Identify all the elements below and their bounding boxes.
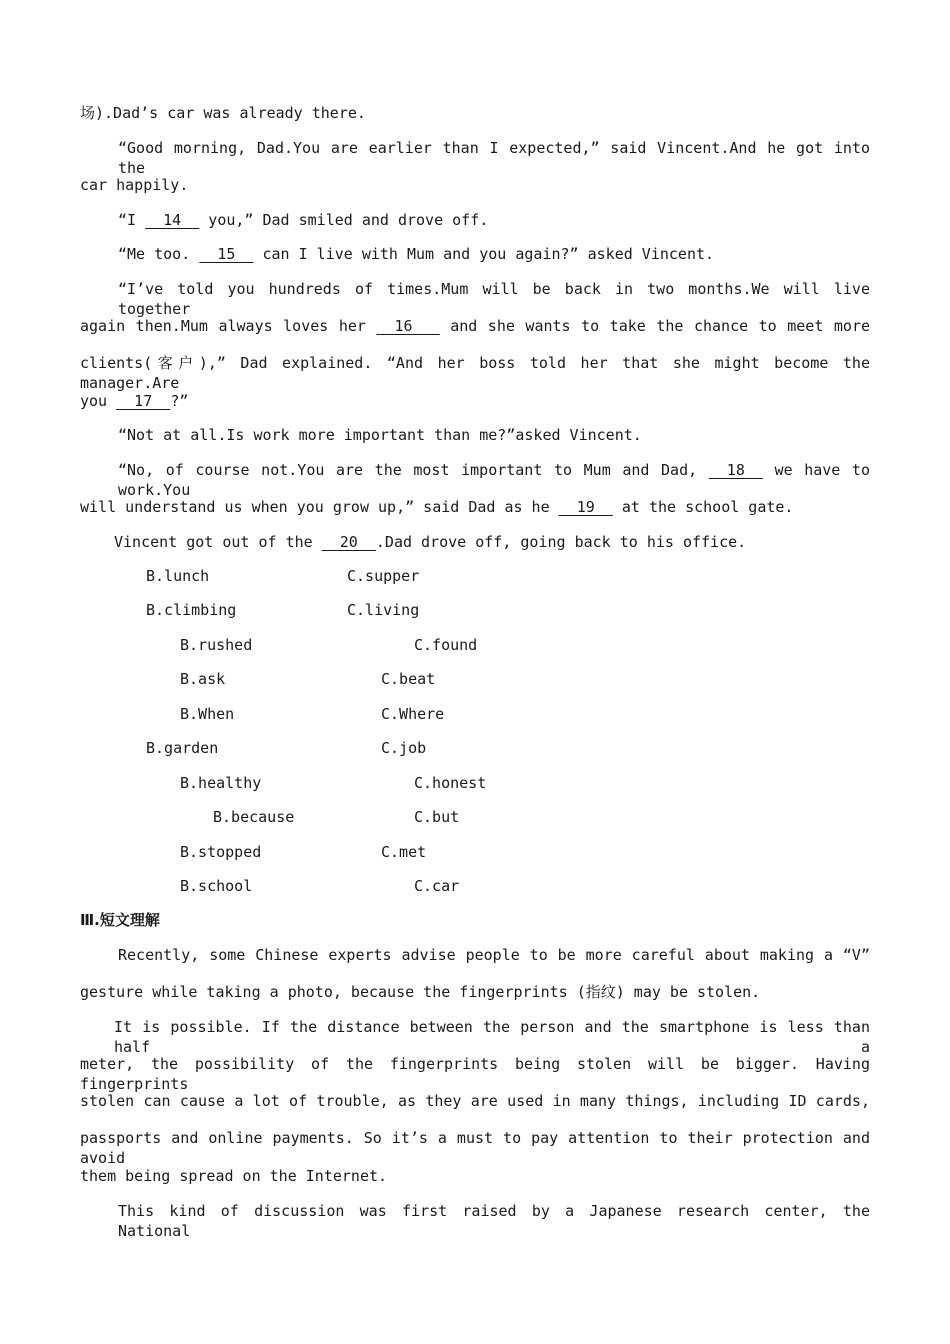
story-line-10: “Not at all.Is work more important than me?”asked Vincent.: [118, 426, 642, 444]
option-c: C.found: [414, 636, 478, 654]
passage-line: It is possible. If the distance between the person and the smartphone is less than half a: [114, 1018, 870, 1056]
blank-17: 17: [116, 392, 171, 410]
text: Vincent got out of the: [114, 533, 322, 551]
story-line-11: [118, 460, 870, 500]
blank-20: 20: [321, 533, 376, 551]
option-c: C.honest: [414, 774, 487, 792]
option-c: C.Where: [381, 705, 445, 723]
option-c: C.met: [381, 843, 427, 861]
story-line-2: “Good morning, Dad.You are earlier than I expected,” said Vincent.And he got into the: [118, 139, 870, 177]
story-line-13: [114, 532, 746, 552]
text: ?”: [170, 392, 189, 410]
text: you: [80, 392, 117, 410]
story-line-3: car happily.: [80, 176, 189, 194]
option-b: B.lunch: [146, 567, 210, 585]
text: at the school gate.: [612, 498, 794, 516]
passage-line: them being spread on the Internet.: [80, 1167, 388, 1185]
story-line-4: [118, 210, 488, 230]
text: and she wants to take the chance to meet more: [439, 317, 871, 335]
option-c: C.but: [414, 808, 460, 826]
story-line-5: [118, 244, 714, 264]
text: “Me too.: [118, 245, 200, 263]
section-heading: Ⅲ.短文理解: [80, 911, 160, 929]
passage-line: meter, the possibility of the fingerprints being stolen will be bigger. Having fingerprints: [80, 1055, 870, 1093]
passage-line: This kind of discussion was first raised by a Japanese research center, the National: [118, 1202, 870, 1240]
blank-18: 18: [708, 461, 763, 479]
text: “I: [118, 211, 146, 229]
text: will understand us when you grow up,” said Dad as he: [80, 498, 559, 516]
text: again then.Mum always loves her: [80, 317, 377, 335]
option-b: B.school: [180, 877, 253, 895]
option-c: C.beat: [381, 670, 436, 688]
option-b: B.When: [180, 705, 235, 723]
text: we have to work.You: [118, 461, 870, 499]
option-b: B.ask: [180, 670, 226, 688]
option-c: C.supper: [347, 567, 420, 585]
story-line-7: [80, 316, 870, 336]
passage-line: passports and online payments. So it’s a must to pay attention to their protection and avoid: [80, 1129, 870, 1167]
option-b: B.because: [213, 808, 295, 826]
passage-line: gesture while taking a photo, because the fingerprints (指纹) may be stolen.: [80, 983, 761, 1001]
story-line-6: “I’ve told you hundreds of times.Mum will be back in two months.We will live together: [118, 280, 870, 318]
option-b: B.garden: [146, 739, 219, 757]
option-b: B.stopped: [180, 843, 262, 861]
story-line-1: 场).Dad’s car was already there.: [80, 104, 366, 122]
text: .Dad drove off, going back to his office.: [375, 533, 747, 551]
text: can I live with Mum and you again?” asked Vincent.: [253, 245, 715, 263]
blank-14: 14: [145, 211, 200, 229]
story-line-8: clients(客户),” Dad explained. “And her boss told her that she might become the manager.Are: [80, 354, 870, 392]
option-b: B.climbing: [146, 601, 237, 619]
blank-19: 19: [558, 498, 613, 516]
blank-16: 16: [376, 317, 440, 335]
passage-line: Recently, some Chinese experts advise people to be more careful about making a “V”: [118, 946, 870, 964]
text: “No, of course not.You are the most important to Mum and Dad,: [118, 461, 709, 479]
option-b: B.healthy: [180, 774, 262, 792]
option-c: C.job: [381, 739, 427, 757]
blank-15: 15: [199, 245, 254, 263]
story-line-9: [80, 391, 188, 411]
option-b: B.rushed: [180, 636, 253, 654]
option-c: C.car: [414, 877, 460, 895]
option-c: C.living: [347, 601, 420, 619]
passage-line: stolen can cause a lot of trouble, as they are used in many things, including ID cards,: [80, 1092, 870, 1110]
story-line-12: [80, 497, 793, 517]
text: you,” Dad smiled and drove off.: [199, 211, 489, 229]
